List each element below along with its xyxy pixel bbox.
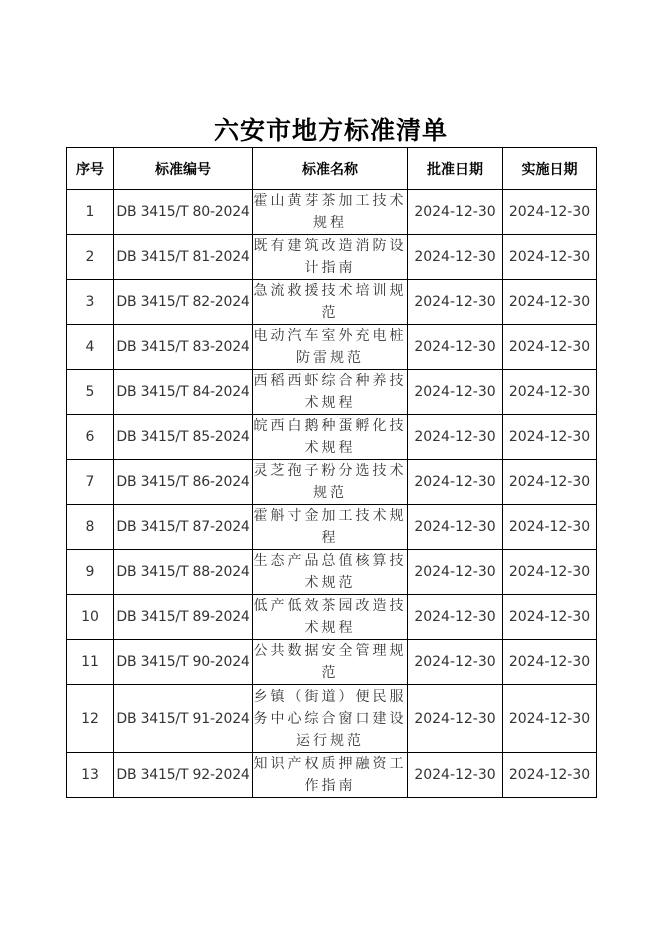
cell-code: DB 3415/T 84-2024 <box>114 370 253 415</box>
table-row <box>67 325 597 370</box>
cell-code: DB 3415/T 85-2024 <box>114 415 253 460</box>
cell-approved-date: 2024-12-30 <box>408 685 503 753</box>
page-title: 六安市地方标准清单 <box>213 116 448 145</box>
cell-serial: 4 <box>67 325 114 370</box>
cell-effective-date: 2024-12-30 <box>503 190 597 235</box>
cell-name: 知识产权质押融资工作指南 <box>253 753 408 798</box>
cell-approved-date: 2024-12-30 <box>408 280 503 325</box>
cell-code: DB 3415/T 88-2024 <box>114 550 253 595</box>
header-approved-date: 批准日期 <box>408 148 503 190</box>
cell-code: DB 3415/T 89-2024 <box>114 595 253 640</box>
cell-code: DB 3415/T 80-2024 <box>114 190 253 235</box>
table-row <box>67 280 597 325</box>
cell-name: 低产低效茶园改造技术规程 <box>253 595 408 640</box>
cell-serial: 7 <box>67 460 114 505</box>
cell-serial: 6 <box>67 415 114 460</box>
cell-code: DB 3415/T 86-2024 <box>114 460 253 505</box>
cell-serial: 1 <box>67 190 114 235</box>
cell-serial: 9 <box>67 550 114 595</box>
cell-effective-date: 2024-12-30 <box>503 550 597 595</box>
cell-name: 霍斛寸金加工技术规程 <box>253 505 408 550</box>
cell-name: 公共数据安全管理规范 <box>253 640 408 685</box>
cell-name: 西稻西虾综合种养技术规程 <box>253 370 408 415</box>
cell-serial: 13 <box>67 753 114 798</box>
cell-effective-date: 2024-12-30 <box>503 640 597 685</box>
header-name: 标准名称 <box>253 148 408 190</box>
cell-effective-date: 2024-12-30 <box>503 235 597 280</box>
cell-approved-date: 2024-12-30 <box>408 190 503 235</box>
cell-effective-date: 2024-12-30 <box>503 595 597 640</box>
cell-name: 皖西白鹅种蛋孵化技术规程 <box>253 415 408 460</box>
table-row <box>67 550 597 595</box>
table-row <box>67 460 597 505</box>
cell-serial: 12 <box>67 685 114 753</box>
header-effective-date: 实施日期 <box>503 148 597 190</box>
cell-code: DB 3415/T 92-2024 <box>114 753 253 798</box>
cell-name: 乡镇（街道）便民服务中心综合窗口建设运行规范 <box>253 685 408 753</box>
cell-name: 生态产品总值核算技术规范 <box>253 550 408 595</box>
cell-approved-date: 2024-12-30 <box>408 505 503 550</box>
cell-serial: 5 <box>67 370 114 415</box>
cell-effective-date: 2024-12-30 <box>503 753 597 798</box>
cell-name: 灵芝孢子粉分选技术规范 <box>253 460 408 505</box>
table-row <box>67 370 597 415</box>
cell-name: 电动汽车室外充电桩防雷规范 <box>253 325 408 370</box>
cell-approved-date: 2024-12-30 <box>408 460 503 505</box>
cell-code: DB 3415/T 83-2024 <box>114 325 253 370</box>
table-row <box>67 595 597 640</box>
cell-approved-date: 2024-12-30 <box>408 550 503 595</box>
table-header-row <box>67 148 597 190</box>
cell-effective-date: 2024-12-30 <box>503 505 597 550</box>
cell-code: DB 3415/T 82-2024 <box>114 280 253 325</box>
cell-code: DB 3415/T 91-2024 <box>114 685 253 753</box>
cell-effective-date: 2024-12-30 <box>503 415 597 460</box>
cell-serial: 2 <box>67 235 114 280</box>
table-row <box>67 505 597 550</box>
cell-approved-date: 2024-12-30 <box>408 753 503 798</box>
cell-approved-date: 2024-12-30 <box>408 325 503 370</box>
cell-approved-date: 2024-12-30 <box>408 595 503 640</box>
standards-table <box>66 147 597 798</box>
cell-name: 既有建筑改造消防设计指南 <box>253 235 408 280</box>
cell-approved-date: 2024-12-30 <box>408 640 503 685</box>
cell-effective-date: 2024-12-30 <box>503 325 597 370</box>
table-row <box>67 685 597 753</box>
cell-name: 霍山黄芽茶加工技术规程 <box>253 190 408 235</box>
table-row <box>67 753 597 798</box>
cell-approved-date: 2024-12-30 <box>408 415 503 460</box>
cell-serial: 10 <box>67 595 114 640</box>
cell-approved-date: 2024-12-30 <box>408 370 503 415</box>
table-row <box>67 235 597 280</box>
cell-approved-date: 2024-12-30 <box>408 235 503 280</box>
cell-serial: 8 <box>67 505 114 550</box>
cell-effective-date: 2024-12-30 <box>503 370 597 415</box>
cell-effective-date: 2024-12-30 <box>503 280 597 325</box>
cell-serial: 3 <box>67 280 114 325</box>
header-serial: 序号 <box>67 148 114 190</box>
cell-code: DB 3415/T 81-2024 <box>114 235 253 280</box>
header-code: 标准编号 <box>114 148 253 190</box>
cell-serial: 11 <box>67 640 114 685</box>
cell-name: 急流救援技术培训规范 <box>253 280 408 325</box>
table-row <box>67 640 597 685</box>
table-row <box>67 415 597 460</box>
cell-code: DB 3415/T 90-2024 <box>114 640 253 685</box>
cell-effective-date: 2024-12-30 <box>503 460 597 505</box>
cell-effective-date: 2024-12-30 <box>503 685 597 753</box>
table-row <box>67 190 597 235</box>
cell-code: DB 3415/T 87-2024 <box>114 505 253 550</box>
